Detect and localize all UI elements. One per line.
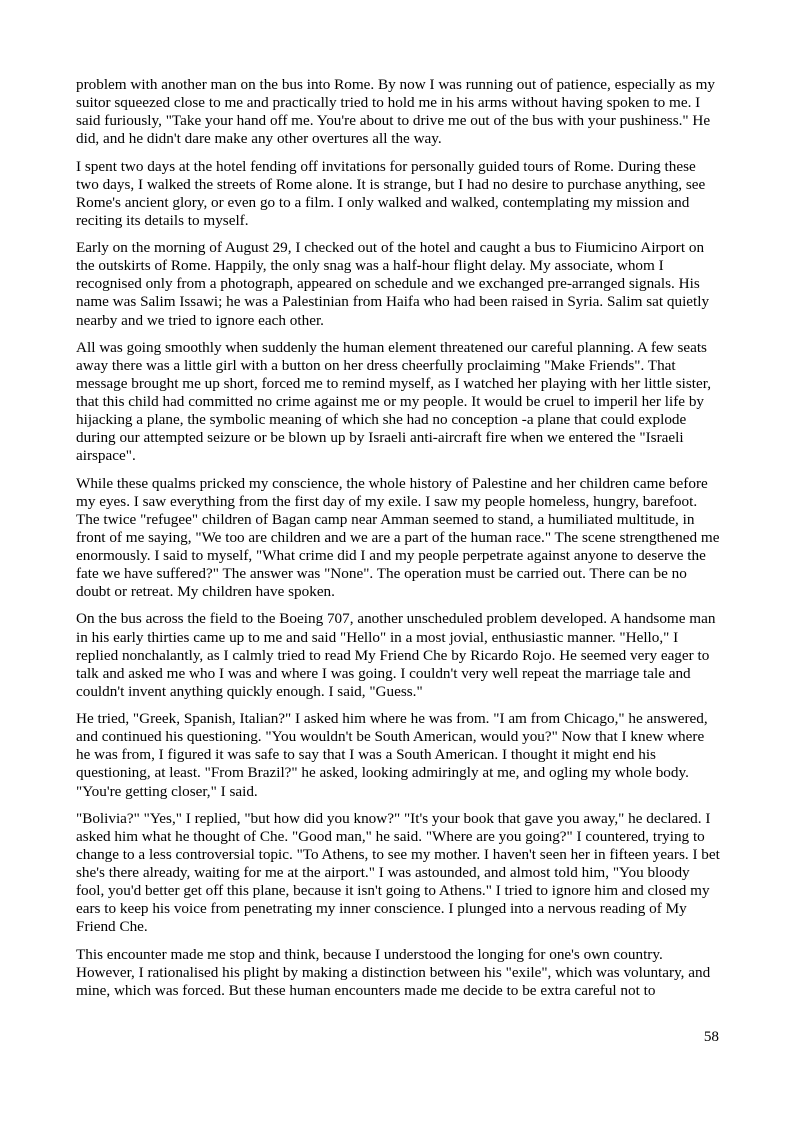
paragraph-1: problem with another man on the bus into Rome. By now I was running out of patience, especially as my suitor squeezed close to me and practically tried to hold me in his arms without having spoken to me. I said furiously, "Take your hand off me. You're about to drive me out of the bus with your pushiness." He did, and he didn't dare make any other overtures all the way. — [76, 76, 716, 148]
paragraph-5: While these qualms pricked my conscience, the whole history of Palestine and her children came before my eyes. I saw everything from the first day of my exile. I saw my people homeless, hungry, barefoot. The twice "refugee" children of Bagan camp near Amman seemed to stand, a humiliated multitude, in front of me saying, "We too are children and we are a part of the human race." The scene strengthened me enormously. I said to myself, "What crime did I and my people perpetrate against anyone to deserve the fate we have suffered?" The answer was "None". The operation must be carried out. There can be no doubt or retreat. My children have spoken. — [76, 474, 720, 601]
page-number: 58 — [703, 1028, 719, 1045]
paragraph-3: Early on the morning of August 29, I checked out of the hotel and caught a bus to Fiumicino Airport on the outskirts of Rome. Happily, the only snag was a half-hour flight delay. My associate, whom I recognised only from a photograph, appeared on schedule and we exchanged pre-arranged signals. His name was Salim Issawi; he was a Palestinian from Haifa who had been raised in Syria. Salim sat quietly nearby and we tried to ignore each other. — [76, 239, 710, 329]
paragraph-8: "Bolivia?" "Yes," I replied, "but how did you know?" "It's your book that gave you away," he declared. I asked him what he thought of Che. "Good man," he said. "Where are you going?" I countered, trying to change to a less controversial topic. "To Athens, to see my mother. I haven't seen her in fifteen years. I bet she's there already, waiting for me at the airport." I was astounded, and almost told him, "You bloody fool, you'd better get off this plane, because it isn't going to Athens." I tried to ignore him and closed my ears to keep his voice from penetrating my inner conscience. I plunged into a nervous reading of My Friend Che. — [76, 809, 720, 936]
paragraph-6: On the bus across the field to the Boeing 707, another unscheduled problem developed. A handsome man in his early thirties came up to me and said "Hello" in a most jovial, enthusiastic manner. "Hello," I replied nonchalantly, as I calmly tried to read My Friend Che by Ricardo Rojo. He seemed very eager to talk and asked me who I was and where I was going. I couldn't very well repeat the marriage tale and couldn't invent anything quickly enough. I said, "Guess." — [76, 610, 716, 700]
body-text — [76, 76, 720, 1009]
paragraph-2: I spent two days at the hotel fending off invitations for personally guided tours of Rome. During these two days, I walked the streets of Rome alone. It is strange, but I had no desire to purchase anything, see Rome's ancient glory, or even go to a film. I only walked and walked, contemplating my mission and reciting its details to myself. — [76, 157, 706, 229]
paragraph-4: All was going smoothly when suddenly the human element threatened our careful planning. A few seats away there was a little girl with a button on her dress cheerfully proclaiming "Make Friends". That message brought me up short, forced me to remind myself, as I watched her playing with her little sister, that this child had committed no crime against me or my people. It would be cruel to imperil her life by hijacking a plane, the symbolic meaning of which she had no conception -a plane that could explode during our attempted seizure or be blown up by Israeli anti-aircraft fire when we entered the "Israeli airspace". — [76, 338, 711, 465]
paragraph-7: He tried, "Greek, Spanish, Italian?" I asked him where he was from. "I am from Chicago," he answered, and continued his questioning. "You wouldn't be South American, would you?" Now that I knew where he was from, I figured it was safe to say that I was a South American. I thought it might end his questioning, at least. "From Brazil?" he asked, looking admiringly at me, and ogling my whole body. "You're getting closer," I said. — [76, 710, 708, 800]
paragraph-9: This encounter made me stop and think, because I understood the longing for one's own country. However, I rationalised his plight by making a distinction between his "exile", which was voluntary, and mine, which was forced. But these human encounters made me decide to be extra careful not to — [76, 945, 711, 999]
